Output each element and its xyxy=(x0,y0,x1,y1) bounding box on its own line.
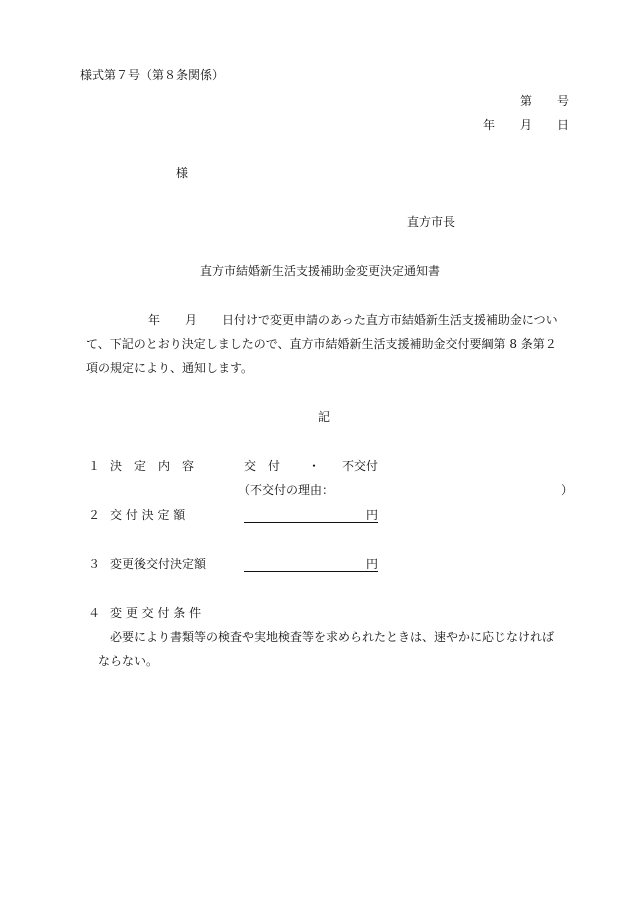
item-3-unit: 円 xyxy=(366,557,379,571)
header-date-day: 日 xyxy=(557,118,570,132)
body-date-month: 月 xyxy=(185,313,198,327)
reason-open: （不交付の理由： xyxy=(238,483,335,497)
condition-line-1: 必要により書類等の検査や実地検査等を求められたときは、速やかに応じなければ xyxy=(110,630,555,644)
item-3-number: ３ xyxy=(88,557,101,571)
body-line-2: て、下記のとおり決定しましたので、直方市結婚新生活支援補助金交付要綱第 8 条第２ xyxy=(86,337,557,351)
changed-amount-field xyxy=(244,557,366,572)
number-prefix: 第 xyxy=(520,94,533,108)
item-1-number: １ xyxy=(88,459,101,473)
reason-close: ） xyxy=(561,483,574,497)
ki-heading: 記 xyxy=(318,410,331,424)
number-suffix: 号 xyxy=(557,94,570,108)
body-line-1: 日付けで変更申請のあった直方市結婚新生活支援補助金につい xyxy=(222,313,558,327)
item-2-label: 交 付 決 定 額 xyxy=(110,508,186,522)
item-2-number: ２ xyxy=(88,508,101,522)
issuer: 直方市長 xyxy=(407,215,456,229)
body-date-year: 年 xyxy=(148,313,161,327)
condition-line-2: ならない。 xyxy=(98,654,159,668)
document-title: 直方市結婚新生活支援補助金変更決定通知書 xyxy=(200,264,441,278)
item-1-label: 決 定 内 容 xyxy=(110,459,195,473)
header-date-month: 月 xyxy=(520,118,533,132)
item-4-number: ４ xyxy=(88,606,101,620)
grant-amount-field xyxy=(244,508,366,523)
option-separator: ・ xyxy=(308,459,321,473)
item-4-label: 変 更 交 付 条 件 xyxy=(110,606,202,620)
form-number: 様式第７号（第８条関係） xyxy=(80,68,225,82)
item-2-unit: 円 xyxy=(366,508,379,522)
option-nongrant: 不交付 xyxy=(342,459,379,473)
body-line-3: 項の規定により、通知します。 xyxy=(86,361,254,375)
item-3-label: 変更後交付決定額 xyxy=(110,557,207,571)
header-date-year: 年 xyxy=(483,118,496,132)
addressee-suffix: 様 xyxy=(176,166,189,180)
option-grant: 交 付 xyxy=(244,459,281,473)
